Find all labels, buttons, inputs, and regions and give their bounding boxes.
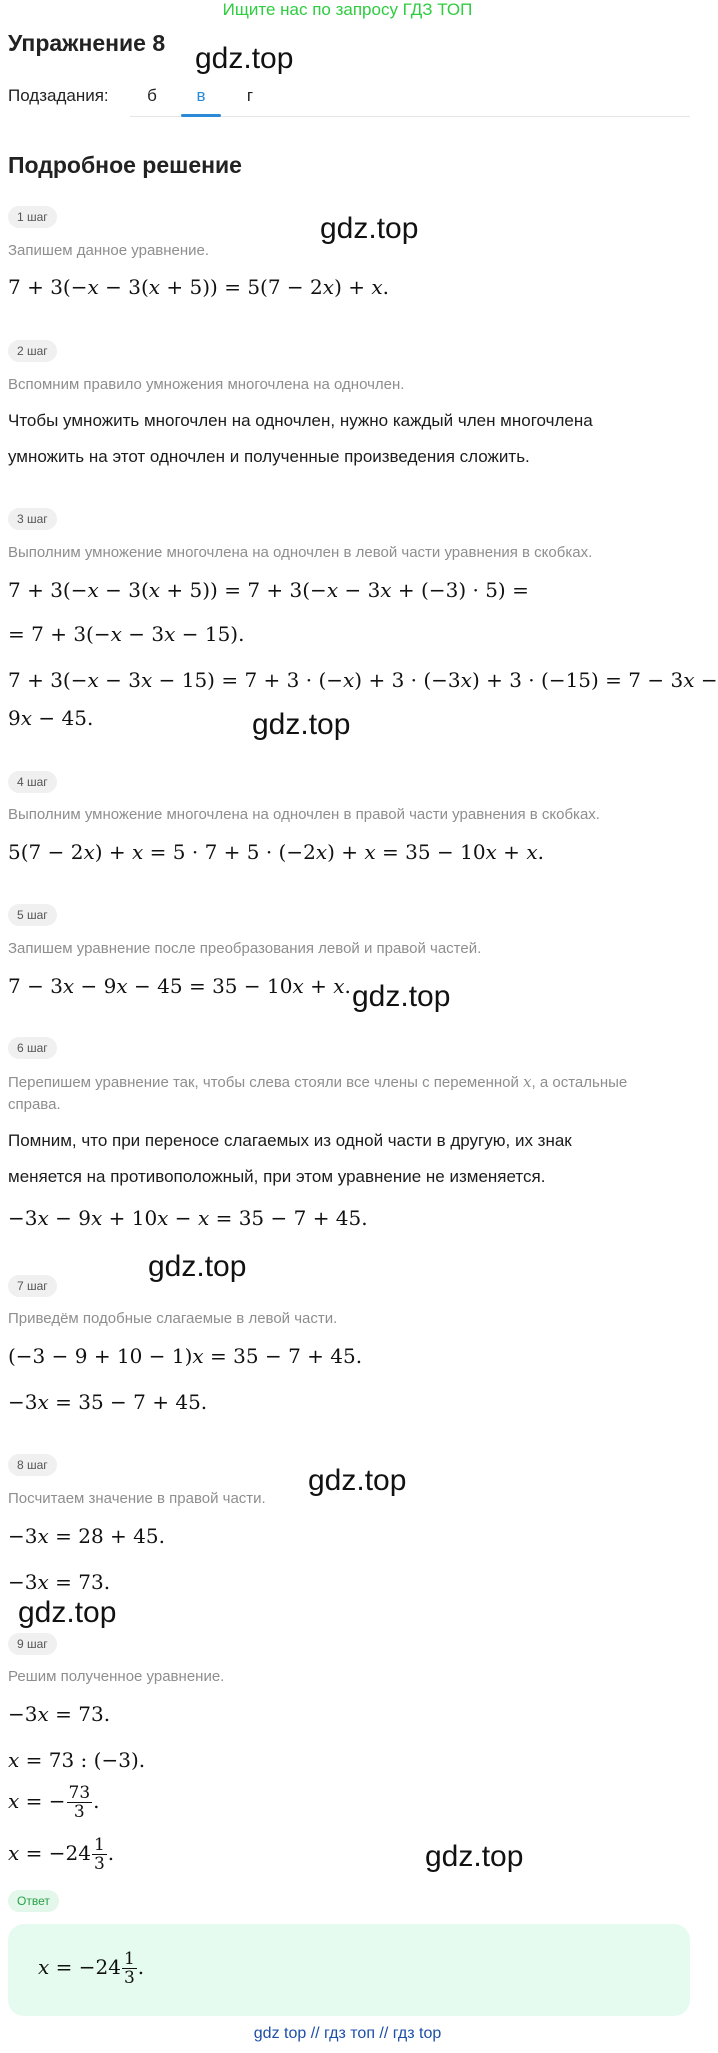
step-hint: Запишем уравнение после преобразования левой и правой частей. <box>8 940 482 957</box>
equation: x = 73 : (−3). <box>8 1748 146 1772</box>
equation: 9x − 45. <box>8 706 94 730</box>
step-badge: 7 шаг <box>8 1275 57 1297</box>
equation: 5(7 − 2x) + x = 5 · 7 + 5 · (−2x) + x = 35 − 10x + x. <box>8 840 544 864</box>
rule-text: Чтобы умножить многочлен на одночлен, нужно каждый член многочлена <box>8 411 593 430</box>
hint-part: Перепишем уравнение так, чтобы слева стояли все члены с переменной <box>8 1074 519 1091</box>
watermark: gdz.top <box>425 1840 524 1873</box>
tab-b[interactable]: б <box>147 86 157 105</box>
equation: 7 − 3x − 9x − 45 = 35 − 10x + x. <box>8 974 351 998</box>
equation: 7 + 3(−x − 3x − 15) = 7 + 3 · (−x) + 3 · (−3x) + 3 · (−15) = 7 − 3x − <box>8 668 718 692</box>
step-hint: Посчитаем значение в правой части. <box>8 1490 266 1507</box>
equation: x = −24 $\frac{1}{3}$ . <box>8 1835 115 1874</box>
step-badge: 9 шаг <box>8 1633 57 1655</box>
step-hint: Запишем данное уравнение. <box>8 242 210 259</box>
active-tab-indicator <box>181 114 221 117</box>
step-badge: 8 шаг <box>8 1454 57 1476</box>
equation: −3x = 73. <box>8 1702 111 1726</box>
fraction: $\frac{73}{3}$ <box>68 1783 91 1822</box>
step-badge: 4 шаг <box>8 771 57 793</box>
step-badge: 3 шаг <box>8 508 57 530</box>
equation: = 7 + 3(−x − 3x − 15). <box>8 622 245 646</box>
equation: −3x = 35 − 7 + 45. <box>8 1390 208 1414</box>
equation: −3x − 9x + 10x − x = 35 − 7 + 45. <box>8 1206 368 1230</box>
fraction: $\frac{1}{3}$ <box>123 1949 135 1988</box>
watermark: gdz.top <box>252 708 351 741</box>
step-hint: Вспомним правило умножения многочлена на одночлен. <box>8 376 405 393</box>
equation: −3x = 73. <box>8 1570 111 1594</box>
step-hint: Выполним умножение многочлена на одночлен в правой части уравнения в скобках. <box>8 806 600 823</box>
subtasks-label: Подзадания: <box>8 86 109 105</box>
rule-text: Помним, что при переносе слагаемых из одной части в другую, их знак <box>8 1131 572 1150</box>
answer-box <box>8 1924 690 2016</box>
step-badge: 6 шаг <box>8 1037 57 1059</box>
footer-links[interactable]: gdz top // гдз топ // гдз top <box>253 2025 442 2042</box>
hint-variable: x <box>523 1073 532 1091</box>
section-title: Подробное решение <box>8 152 242 178</box>
step-hint <box>8 1073 627 1091</box>
top-banner: Ищите нас по запросу ГДЗ ТОП <box>222 0 473 19</box>
equation: x = − $\frac{73}{3}$ . <box>8 1783 100 1822</box>
step-badge: 5 шаг <box>8 904 57 926</box>
step-badge: 2 шаг <box>8 340 57 362</box>
step-badge: 1 шаг <box>8 206 57 228</box>
watermark: gdz.top <box>320 212 419 245</box>
tab-v[interactable]: в <box>196 86 206 105</box>
equation: 7 + 3(−x − 3(x + 5)) = 5(7 − 2x) + x. <box>8 275 389 299</box>
rule-text: меняется на противоположный, при этом уравнение не изменяется. <box>8 1167 546 1186</box>
watermark: gdz.top <box>18 1596 117 1629</box>
answer-badge: Ответ <box>8 1890 59 1912</box>
equation: 7 + 3(−x − 3(x + 5)) = 7 + 3(−x − 3x + (−3) · 5) = <box>8 578 529 602</box>
tab-g[interactable]: г <box>246 86 254 105</box>
step-hint: Выполним умножение многочлена на одночлен в левой части уравнения в скобках. <box>8 544 593 561</box>
step-hint: Приведём подобные слагаемые в левой части. <box>8 1310 338 1327</box>
rule-text: умножить на этот одночлен и полученные произведения сложить. <box>8 447 530 466</box>
watermark: gdz.top <box>195 42 294 75</box>
exercise-title: Упражнение 8 <box>8 30 166 56</box>
watermark: gdz.top <box>352 980 451 1013</box>
watermark: gdz.top <box>308 1464 407 1497</box>
answer-equation: x = −24 $\frac{1}{3}$ . <box>38 1949 145 1988</box>
equation: −3x = 28 + 45. <box>8 1524 165 1548</box>
hint-part: , а остальные <box>531 1074 628 1091</box>
watermark: gdz.top <box>148 1250 247 1283</box>
equation: (−3 − 9 + 10 − 1)x = 35 − 7 + 45. <box>8 1344 363 1368</box>
fraction: $\frac{1}{3}$ <box>93 1835 105 1874</box>
subtask-tabs <box>130 78 690 117</box>
step-hint: справа. <box>8 1096 61 1113</box>
step-hint: Решим полученное уравнение. <box>8 1668 225 1685</box>
